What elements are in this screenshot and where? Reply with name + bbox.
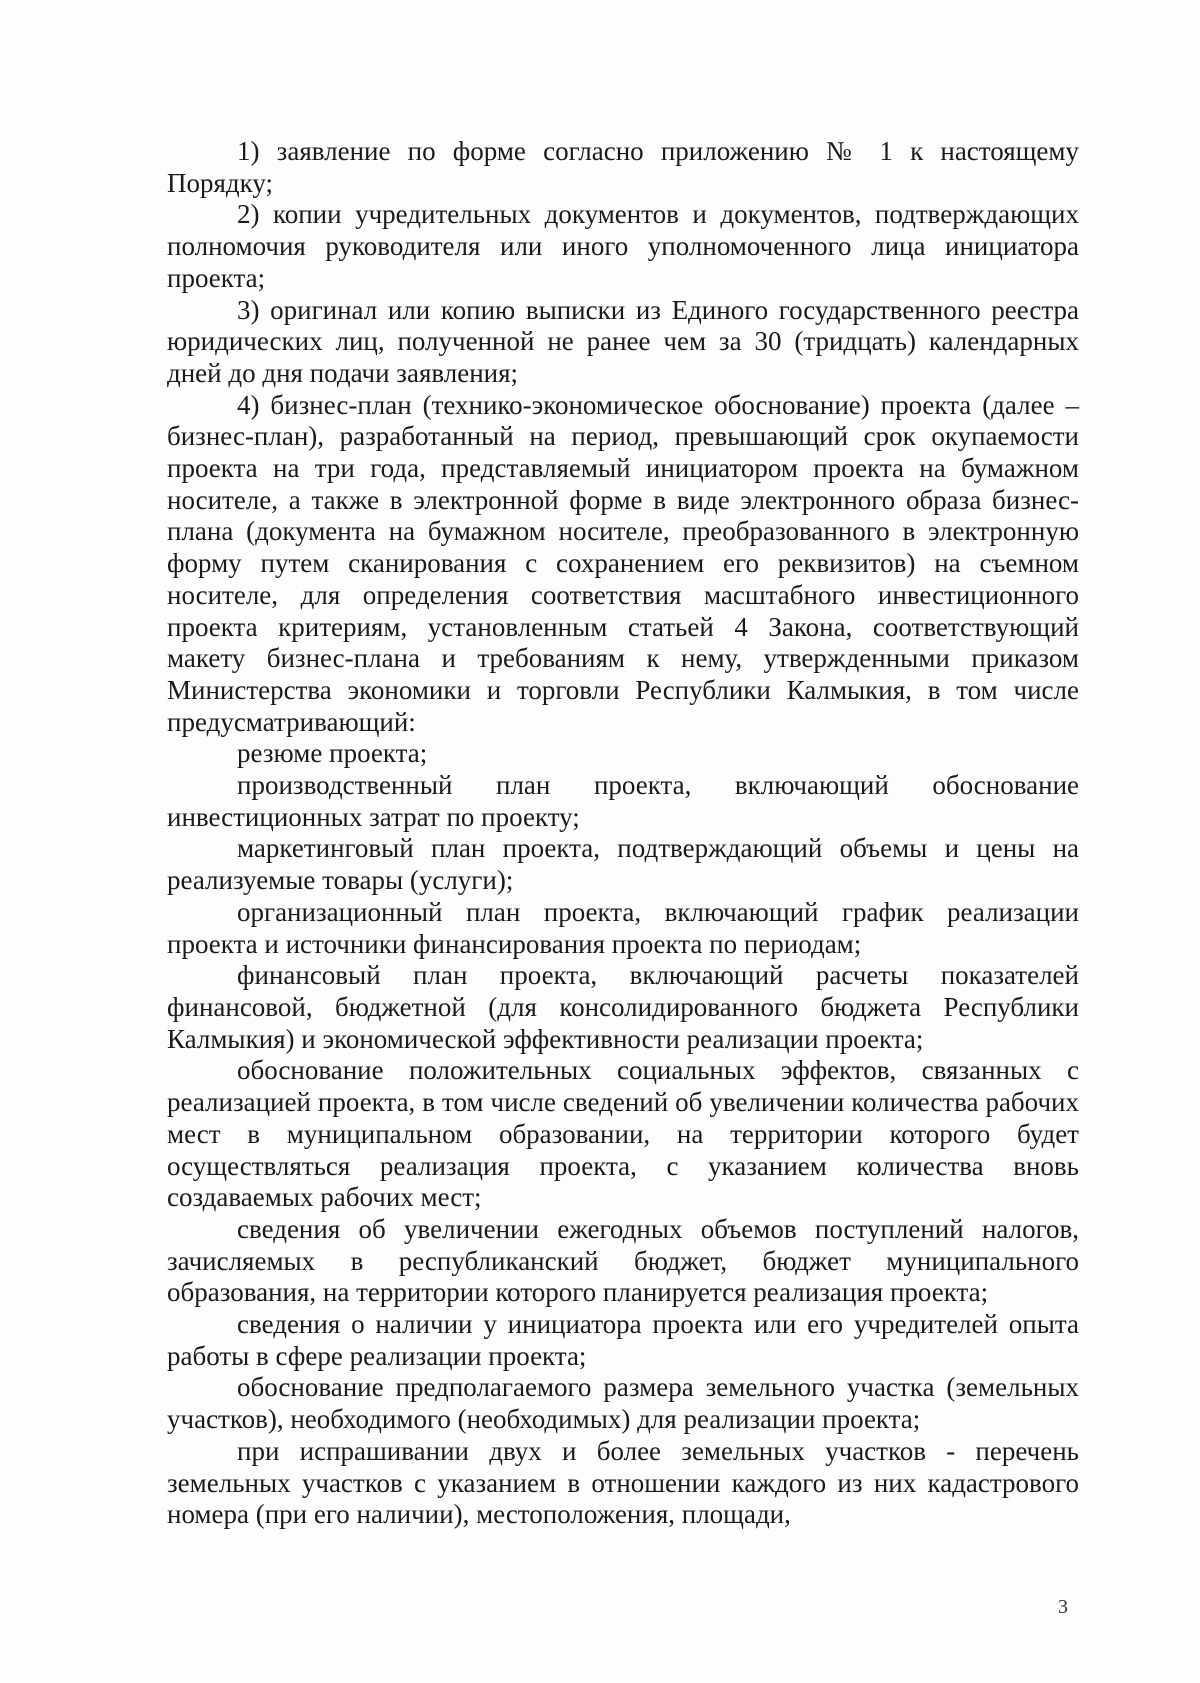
paragraph-land-size: обоснование предполагаемого размера земельного участка (земельных участков), необходимого (необходимых) для реализации проекта; — [167, 1372, 1079, 1435]
paragraph-item-2: 2) копии учредительных документов и документов, подтверждающих полномочия руководителя или иного уполномоченного лица инициатора проекта; — [167, 199, 1079, 293]
paragraph-financial-plan: финансовый план проекта, включающий расчеты показателей финансовой, бюджетной (для консолидированного бюджета Республики Калмыкия) и экономической эффективности реализации проекта; — [167, 960, 1079, 1054]
paragraph-item-4: 4) бизнес-план (технико-экономическое обоснование) проекта (далее – бизнес-план), разработанный на период, превышающий срок окупаемости проекта на три года, представляемый инициатором проекта на бумажном носителе, а также в электронной форме в виде электронного образа бизнес-плана (документа на бумажном носителе, преобразованного в электронную форму путем сканирования с сохранением его реквизитов) на съемном носителе, для определения соответствия масштабного инвестиционного проекта критериям, установленным статьей 4 Закона, соответствующий макету бизнес-плана и требованиям к нему, утвержденными приказом Министерства экономики и торговли Республики Калмыкия, в том числе предусматривающий: — [167, 389, 1079, 737]
paragraph-social-effects: обоснование положительных социальных эффектов, связанных с реализацией проекта, в том числе сведений об увеличении количества рабочих мест в муниципальном образовании, на территории которого будет осуществляться реализация проекта, с указанием количества вновь создаваемых рабочих мест; — [167, 1055, 1079, 1213]
document-body — [167, 136, 1079, 1531]
paragraph-marketing-plan: маркетинговый план проекта, подтверждающий объемы и цены на реализуемые товары (услуги); — [167, 833, 1079, 896]
paragraph-production-plan: производственный план проекта, включающий обоснование инвестиционных затрат по проекту; — [167, 770, 1079, 832]
paragraph-organizational-plan: организационный план проекта, включающий график реализации проекта и источники финансирования проекта по периодам; — [167, 896, 1079, 959]
paragraph-item-3: 3) оригинал или копию выписки из Единого государственного реестра юридических лиц, полученной не ранее чем за 30 (тридцать) календарных дней до дня подачи заявления; — [167, 294, 1079, 388]
paragraph-experience: сведения о наличии у инициатора проекта или его учредителей опыта работы в сфере реализации проекта; — [167, 1309, 1079, 1371]
paragraph-resume: резюме проекта; — [237, 738, 428, 769]
paragraph-tax-revenues: сведения об увеличении ежегодных объемов поступлений налогов, зачисляемых в республиканский бюджет, бюджет муниципального образования, на территории которого планируется реализация проекта; — [167, 1213, 1079, 1308]
paragraph-item-1: 1) заявление по форме согласно приложению № 1 к настоящему Порядку; — [167, 136, 1079, 198]
paragraph-land-plots-list: при испрашивании двух и более земельных участков - перечень земельных участков с указанием в отношении каждого из них кадастрового номера (при его наличии), местоположения, площади, — [167, 1435, 1079, 1530]
page-number: 3 — [1058, 1596, 1068, 1618]
